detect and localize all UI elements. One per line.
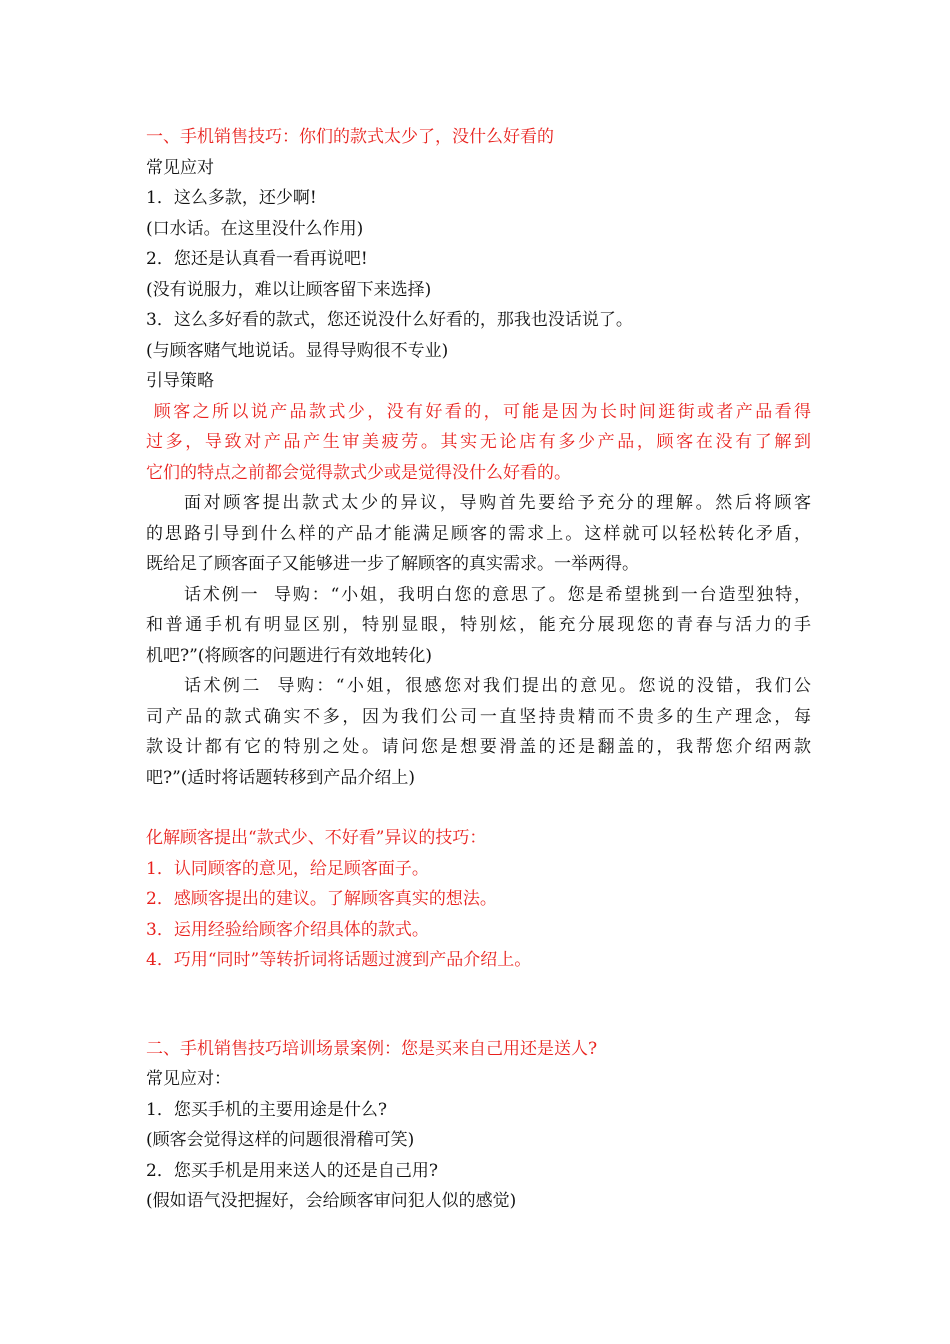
section1-response-1-note: (口水话。在这里没什么作用): [146, 218, 364, 239]
section2-response-2: 2．您买手机是用来送人的还是自己用?: [146, 1160, 438, 1181]
paragraph-example-2: [146, 671, 811, 793]
document-page: [146, 122, 811, 1217]
paragraph-line: 话术例二 导购：“小姐，很感您对我们提出的意见。您说的没错，我们公: [184, 676, 811, 696]
strategy-red-line: 它们的特点之前都会觉得款式少或是觉得没什么好看的。: [146, 462, 571, 483]
strategy-red-paragraph: [146, 397, 811, 489]
section1-response-2-note: (没有说服力，难以让顾客留下来选择): [146, 279, 432, 300]
section2-response-1: 1．您买手机的主要用途是什么?: [146, 1099, 387, 1120]
section1-response-2: 2．您还是认真看一看再说吧!: [146, 249, 368, 269]
section1-strategy-label: 引导策略: [146, 371, 214, 391]
section1-title: 一、手机销售技巧：你们的款式太少了，没什么好看的: [146, 127, 554, 147]
paragraph-line: 机吧?”(将顾客的问题进行有效地转化): [146, 645, 433, 666]
section1-response-1: 1．这么多款，还少啊!: [146, 188, 317, 208]
paragraph-explanation: [146, 488, 811, 580]
paragraph-line: 既给足了顾客面子又能够进一步了解顾客的真实需求。一举两得。: [146, 554, 639, 574]
paragraph-line: 的思路引导到什么样的产品才能满足顾客的需求上。这样就可以轻松转化矛盾，: [146, 523, 811, 544]
spacer: [146, 976, 811, 1034]
paragraph-line: 吧?”(适时将话题转移到产品介绍上): [146, 767, 416, 788]
section2-response-1-note: (顾客会觉得这样的问题很滑稽可笑): [146, 1130, 415, 1150]
paragraph-line: 面对顾客提出款式太少的异议，导购首先要给予充分的理解。然后将顾客: [184, 493, 811, 513]
tip-item: 1．认同顾客的意见，给足顾客面子。: [146, 858, 429, 879]
strategy-red-line: 过多，导致对产品产生审美疲劳。其实无论店有多少产品，顾客在没有了解到: [146, 432, 811, 452]
section2-response-2-note: (假如语气没把握好，会给顾客审问犯人似的感觉): [146, 1191, 517, 1211]
section1-common-label: 常见应对: [146, 157, 214, 178]
section1-response-3: 3．这么多好看的款式，您还说没什么好看的，那我也没话说了。: [146, 310, 633, 330]
paragraph-line: 话术例一 导购：“小姐，我明白您的意思了。您是希望挑到一台造型独特，: [184, 584, 811, 605]
section2-title: 二、手机销售技巧培训场景案例：您是买来自己用还是送人?: [146, 1038, 598, 1059]
tip-item: 2．感顾客提出的建议。了解顾客真实的想法。: [146, 889, 497, 909]
paragraph-line: 和普通手机有明显区别，特别显眼，特别炫，能充分展现您的青春与活力的手: [146, 615, 811, 635]
tips-title: 化解顾客提出“款式少、不好看”异议的技巧：: [146, 828, 487, 848]
strategy-red-line: 顾客之所以说产品款式少，没有好看的，可能是因为长时间逛街或者产品看得: [146, 401, 811, 422]
tip-item: 4．巧用“同时”等转折词将话题过渡到产品介绍上。: [146, 950, 532, 970]
spacer: [146, 793, 811, 823]
section1-response-3-note: (与顾客赌气地说话。显得导购很不专业): [146, 340, 449, 361]
paragraph-line: 款设计都有它的特别之处。请问您是想要滑盖的还是翻盖的，我帮您介绍两款: [146, 737, 811, 757]
section2-common-label: 常见应对：: [146, 1069, 231, 1089]
tip-item: 3．运用经验给顾客介绍具体的款式。: [146, 919, 429, 940]
paragraph-line: 司产品的款式确实不多，因为我们公司一直坚持贵精而不贵多的生产理念，每: [146, 706, 811, 727]
paragraph-example-1: [146, 580, 811, 672]
